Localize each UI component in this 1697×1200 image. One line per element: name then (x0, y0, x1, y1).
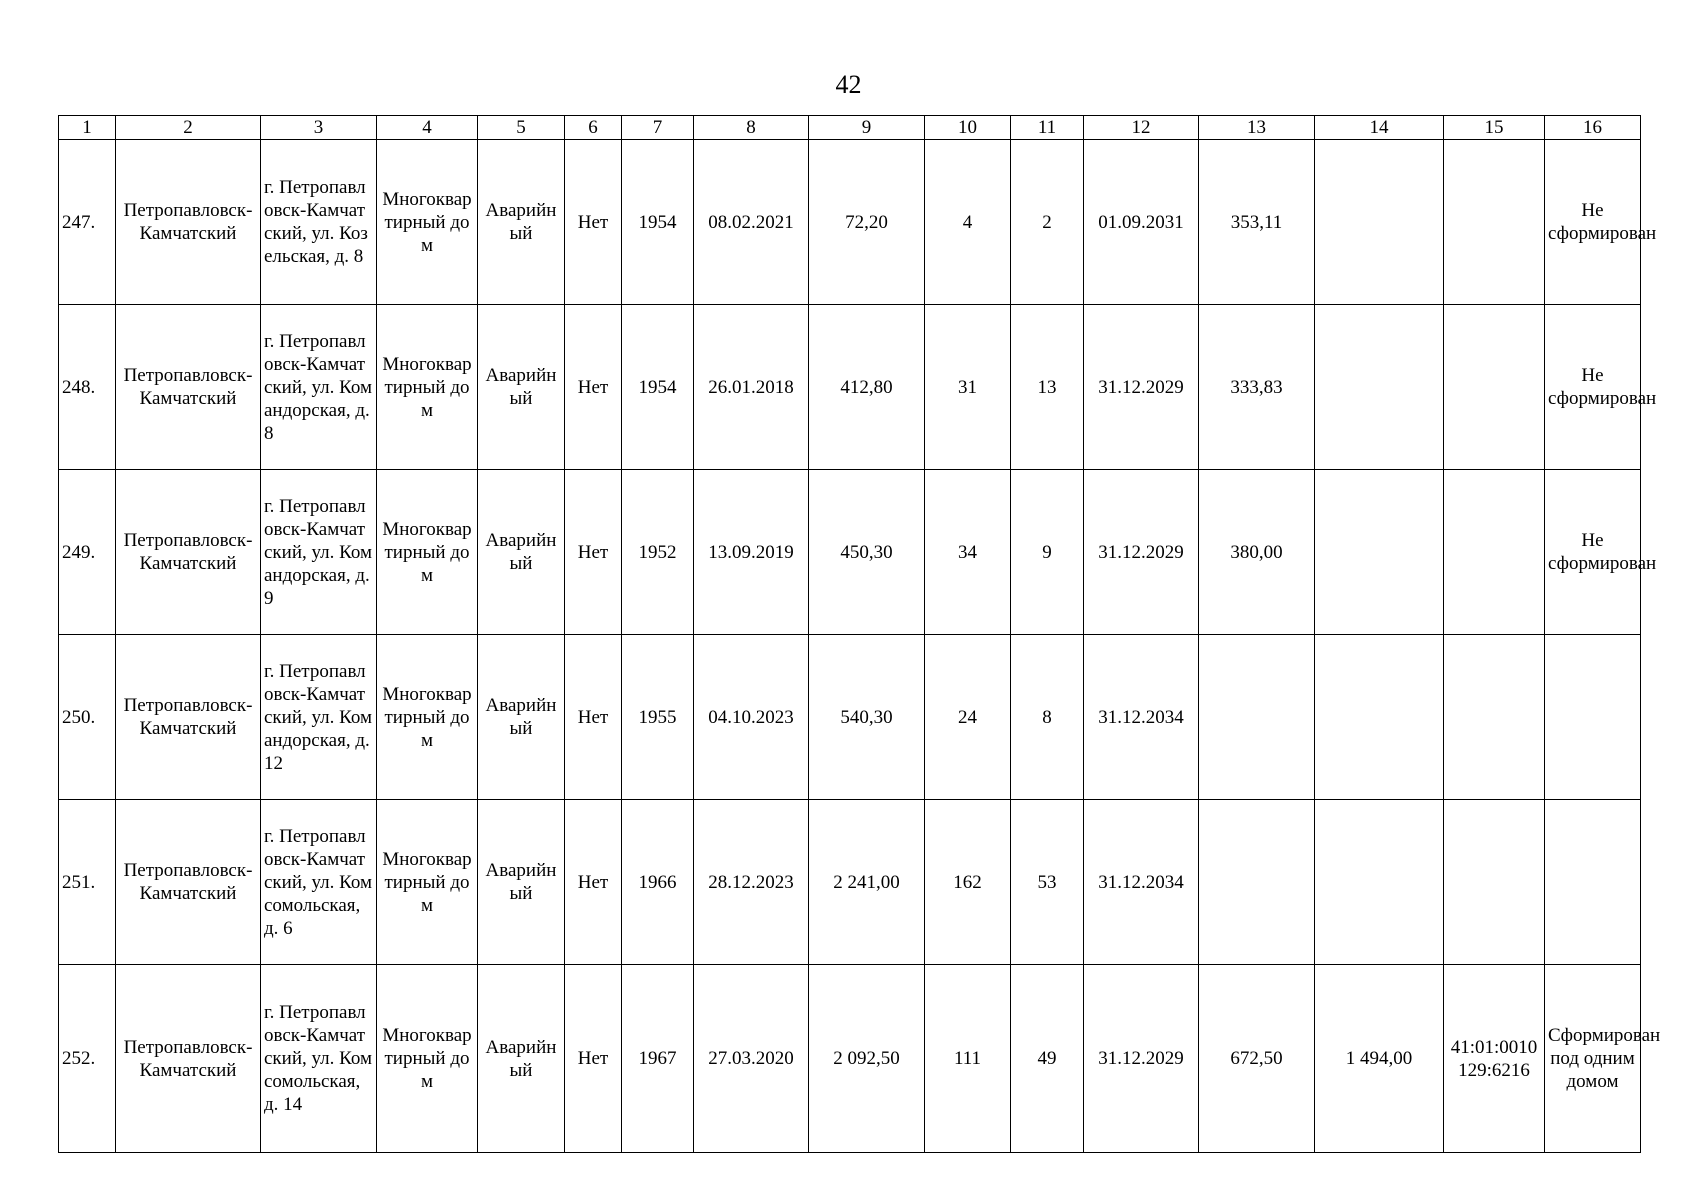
cell-col-14 (1315, 635, 1444, 800)
cell-col-2: Петропавловск-Камчатский (116, 305, 261, 470)
cell-col-11: 13 (1011, 305, 1084, 470)
cell-col-11: 53 (1011, 800, 1084, 965)
cell-col-13: 672,50 (1199, 965, 1315, 1153)
column-header-10: 10 (925, 116, 1011, 140)
cell-col-14: 1 494,00 (1315, 965, 1444, 1153)
table-row (59, 470, 1641, 635)
cell-col-15 (1444, 470, 1545, 635)
cell-col-4: Многоквартирный дом (377, 470, 478, 635)
cell-col-4: Многоквартирный дом (377, 635, 478, 800)
column-header-7: 7 (622, 116, 694, 140)
cell-col-15 (1444, 635, 1545, 800)
table-row (59, 140, 1641, 305)
cell-col-5: Аварийный (478, 965, 565, 1153)
column-header-4: 4 (377, 116, 478, 140)
cell-col-16: Не сформирован (1545, 140, 1641, 305)
cell-col-15 (1444, 305, 1545, 470)
cell-col-15 (1444, 800, 1545, 965)
cell-col-1: 251. (59, 800, 116, 965)
cell-col-13: 333,83 (1199, 305, 1315, 470)
cell-col-6: Нет (565, 965, 622, 1153)
cell-col-16: Не сформирован (1545, 305, 1641, 470)
cell-col-12: 01.09.2031 (1084, 140, 1199, 305)
cell-col-7: 1967 (622, 965, 694, 1153)
cell-col-3: г. Петропавловск-Камчатский, ул. Командорская, д. 12 (261, 635, 377, 800)
cell-col-1: 250. (59, 635, 116, 800)
cell-col-16: Сформирован под одним домом (1545, 965, 1641, 1153)
cell-col-10: 4 (925, 140, 1011, 305)
cell-col-16: Не сформирован (1545, 470, 1641, 635)
cell-col-16 (1545, 635, 1641, 800)
cell-col-8: 13.09.2019 (694, 470, 809, 635)
cell-col-8: 26.01.2018 (694, 305, 809, 470)
cell-col-1: 252. (59, 965, 116, 1153)
cell-col-13 (1199, 800, 1315, 965)
cell-col-7: 1955 (622, 635, 694, 800)
column-header-15: 15 (1444, 116, 1545, 140)
column-header-8: 8 (694, 116, 809, 140)
column-header-1: 1 (59, 116, 116, 140)
registry-table (58, 115, 1661, 1153)
cell-col-1: 249. (59, 470, 116, 635)
cell-col-4: Многоквартирный дом (377, 305, 478, 470)
cell-col-13: 380,00 (1199, 470, 1315, 635)
cell-col-14 (1315, 800, 1444, 965)
cell-col-11: 2 (1011, 140, 1084, 305)
cell-col-5: Аварийный (478, 140, 565, 305)
column-header-16: 16 (1545, 116, 1641, 140)
cell-col-5: Аварийный (478, 470, 565, 635)
table-row (59, 965, 1641, 1153)
cell-col-11: 8 (1011, 635, 1084, 800)
cell-col-2: Петропавловск-Камчатский (116, 635, 261, 800)
cell-col-12: 31.12.2034 (1084, 635, 1199, 800)
cell-col-10: 162 (925, 800, 1011, 965)
cell-col-16 (1545, 800, 1641, 965)
cell-col-2: Петропавловск-Камчатский (116, 140, 261, 305)
cell-col-7: 1954 (622, 140, 694, 305)
cell-col-5: Аварийный (478, 635, 565, 800)
cell-col-10: 24 (925, 635, 1011, 800)
column-header-13: 13 (1199, 116, 1315, 140)
cell-col-9: 2 092,50 (809, 965, 925, 1153)
cell-col-5: Аварийный (478, 800, 565, 965)
cell-col-15: 41:01:0010129:6216 (1444, 965, 1545, 1153)
cell-col-7: 1952 (622, 470, 694, 635)
cell-col-8: 28.12.2023 (694, 800, 809, 965)
cell-col-3: г. Петропавловск-Камчатский, ул. Командорская, д. 9 (261, 470, 377, 635)
cell-col-6: Нет (565, 140, 622, 305)
column-header-11: 11 (1011, 116, 1084, 140)
cell-col-8: 04.10.2023 (694, 635, 809, 800)
cell-col-15 (1444, 140, 1545, 305)
column-header-9: 9 (809, 116, 925, 140)
table-row (59, 800, 1641, 965)
page-number: 42 (835, 70, 862, 99)
cell-col-10: 111 (925, 965, 1011, 1153)
cell-col-4: Многоквартирный дом (377, 800, 478, 965)
cell-col-11: 9 (1011, 470, 1084, 635)
column-header-6: 6 (565, 116, 622, 140)
cell-col-14 (1315, 305, 1444, 470)
cell-col-3: г. Петропавловск-Камчатский, ул. Козельская, д. 8 (261, 140, 377, 305)
cell-col-3: г. Петропавловск-Камчатский, ул. Комсомольская, д. 6 (261, 800, 377, 965)
cell-col-2: Петропавловск-Камчатский (116, 965, 261, 1153)
cell-col-6: Нет (565, 635, 622, 800)
cell-col-13 (1199, 635, 1315, 800)
cell-col-4: Многоквартирный дом (377, 965, 478, 1153)
cell-col-7: 1954 (622, 305, 694, 470)
cell-col-2: Петропавловск-Камчатский (116, 470, 261, 635)
column-header-14: 14 (1315, 116, 1444, 140)
cell-col-9: 540,30 (809, 635, 925, 800)
cell-col-1: 248. (59, 305, 116, 470)
cell-col-6: Нет (565, 800, 622, 965)
cell-col-9: 2 241,00 (809, 800, 925, 965)
column-header-5: 5 (478, 116, 565, 140)
table-row (59, 305, 1641, 470)
cell-col-4: Многоквартирный дом (377, 140, 478, 305)
cell-col-6: Нет (565, 470, 622, 635)
cell-col-3: г. Петропавловск-Камчатский, ул. Комсомольская, д. 14 (261, 965, 377, 1153)
cell-col-2: Петропавловск-Камчатский (116, 800, 261, 965)
cell-col-6: Нет (565, 305, 622, 470)
cell-col-9: 412,80 (809, 305, 925, 470)
cell-col-12: 31.12.2034 (1084, 800, 1199, 965)
table-body (59, 140, 1661, 1153)
cell-col-12: 31.12.2029 (1084, 470, 1199, 635)
cell-col-8: 08.02.2021 (694, 140, 809, 305)
cell-col-14 (1315, 470, 1444, 635)
header-row (59, 116, 1641, 140)
column-header-12: 12 (1084, 116, 1199, 140)
column-header-3: 3 (261, 116, 377, 140)
column-header-2: 2 (116, 116, 261, 140)
cell-col-12: 31.12.2029 (1084, 305, 1199, 470)
cell-col-1: 247. (59, 140, 116, 305)
cell-col-10: 31 (925, 305, 1011, 470)
cell-col-8: 27.03.2020 (694, 965, 809, 1153)
cell-col-3: г. Петропавловск-Камчатский, ул. Командорская, д. 8 (261, 305, 377, 470)
cell-col-10: 34 (925, 470, 1011, 635)
cell-col-9: 72,20 (809, 140, 925, 305)
cell-col-12: 31.12.2029 (1084, 965, 1199, 1153)
cell-col-11: 49 (1011, 965, 1084, 1153)
table-row (59, 635, 1641, 800)
cell-col-14 (1315, 140, 1444, 305)
cell-col-5: Аварийный (478, 305, 565, 470)
cell-col-13: 353,11 (1199, 140, 1315, 305)
cell-col-7: 1966 (622, 800, 694, 965)
cell-col-9: 450,30 (809, 470, 925, 635)
